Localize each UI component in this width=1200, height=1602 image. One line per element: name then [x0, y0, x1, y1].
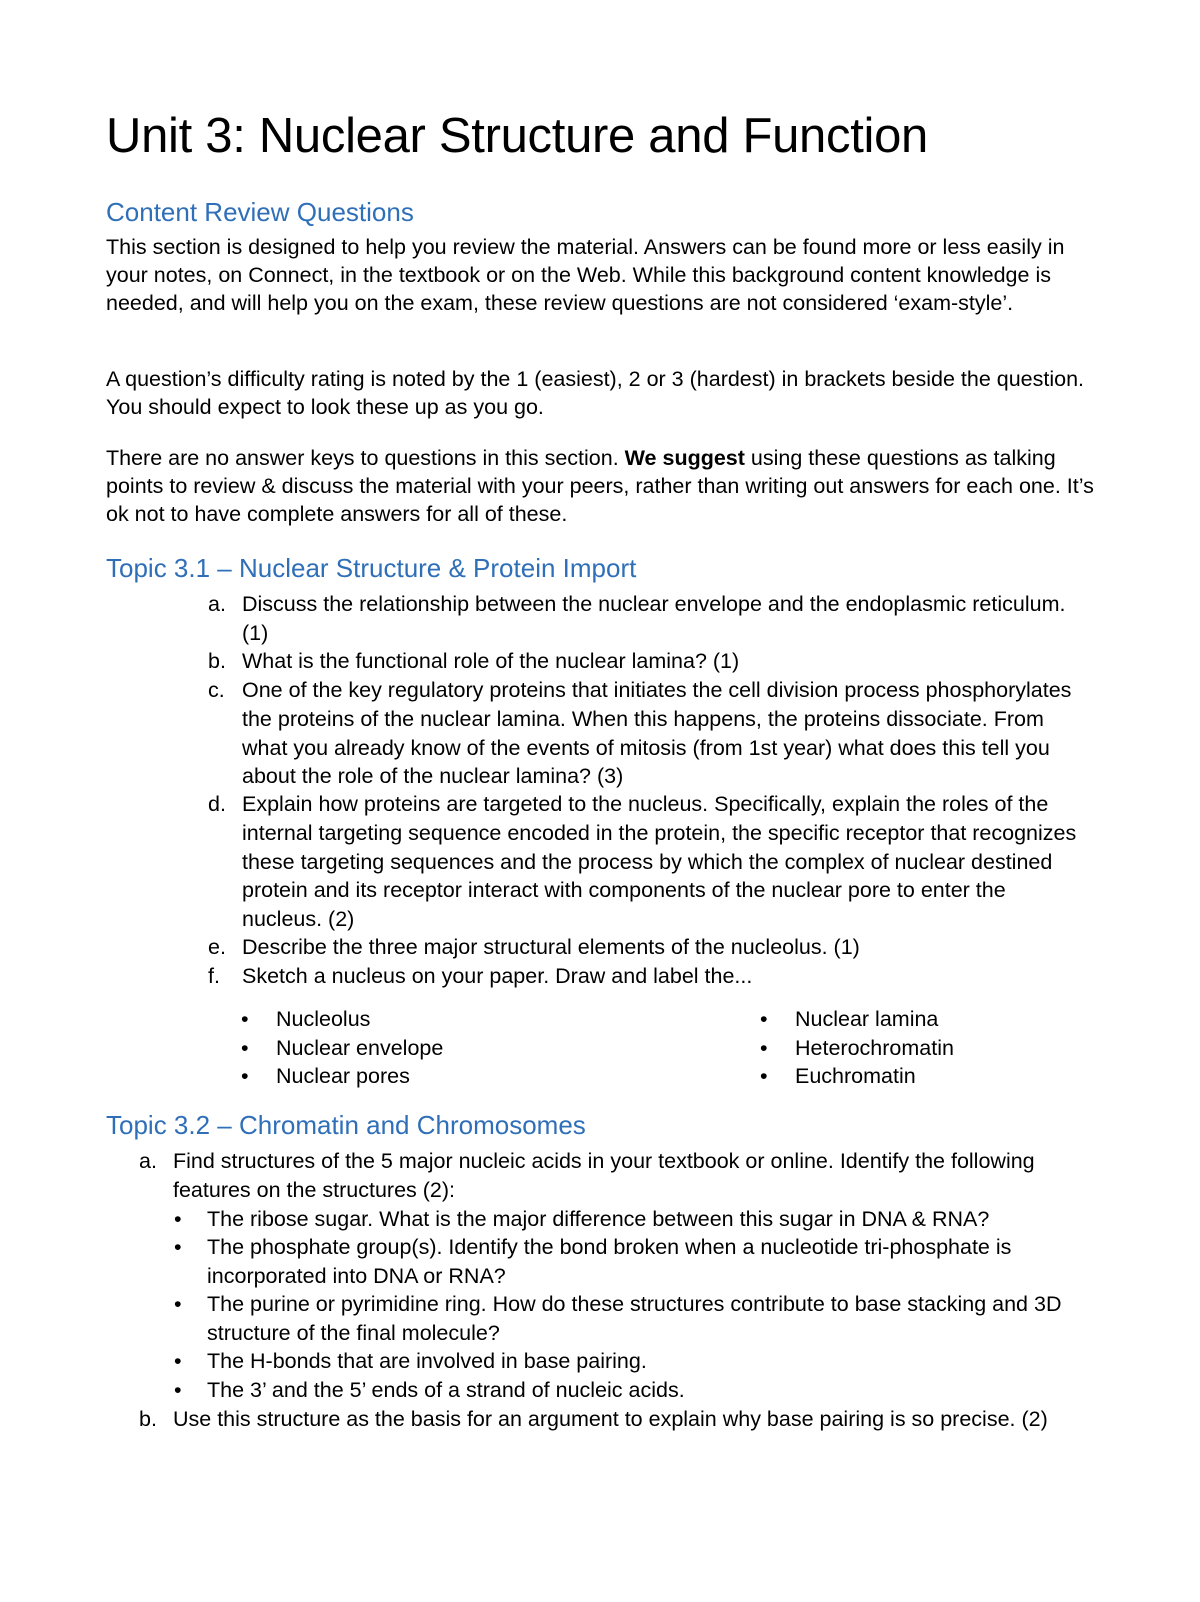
topic-3-1-heading: Topic 3.1 – Nuclear Structure & Protein Import: [106, 553, 637, 583]
topic1-item-e: [208, 933, 1078, 962]
structure-bullet-phosphate: [174, 1233, 1079, 1291]
bullet-text: The ribose sugar. What is the major difference between this sugar in DNA & RNA?: [207, 1207, 990, 1231]
topic2-item-b: [139, 1405, 1079, 1434]
we-suggest-bold: We suggest: [624, 446, 745, 470]
item-label: b.: [139, 1407, 157, 1431]
sketch-bullet-nuclear-lamina: [760, 1005, 1100, 1034]
bullet-dot: •: [760, 1036, 768, 1060]
bullet-text: Nuclear envelope: [276, 1036, 444, 1060]
bullet-dot: •: [174, 1235, 182, 1259]
difficulty-paragraph: A question’s difficulty rating is noted by the 1 (easiest), 2 or 3 (hardest) in brackets beside the question. You should expect to look these up as you go.: [106, 367, 1085, 419]
item-label: a.: [208, 592, 226, 616]
bullet-dot: •: [174, 1378, 182, 1402]
bullet-text: Nuclear lamina: [795, 1007, 939, 1031]
answer-keys-text-end: using these questions as talking points to review & discuss the material with your peers, rather than writing out answers for each one. It’s ok not to have complete answers for all of these.: [106, 446, 1094, 526]
item-text: Find structures of the 5 major nucleic acids in your textbook or online. Identify the following features on the structures (2):: [173, 1149, 1035, 1202]
sketch-bullet-euchromatin: [760, 1062, 1100, 1091]
bullet-text: Heterochromatin: [795, 1036, 954, 1060]
item-label: b.: [208, 649, 226, 673]
sketch-bullet-nuclear-envelope: [241, 1034, 691, 1063]
bullet-dot: •: [174, 1292, 182, 1316]
topic1-item-f: [208, 962, 1078, 991]
item-text: One of the key regulatory proteins that initiates the cell division process phosphorylates the proteins of the nuclear lamina. When this happens, the proteins dissociate. From what you already know of the events of mitosis (from 1st year) what does this tell you about the role of the nuclear lamina? (3): [242, 678, 1072, 789]
page-title: Unit 3: Nuclear Structure and Function: [106, 109, 929, 163]
item-text: Explain how proteins are targeted to the nucleus. Specifically, explain the roles of the internal targeting sequence encoded in the protein, the specific receptor that recognizes these targeting sequences and the process by which the complex of nuclear destined protein and its receptor interact with components of the nuclear pore to enter the nucleus. (2): [242, 792, 1077, 932]
topic1-item-a: [208, 590, 1078, 648]
topic1-item-d: [208, 790, 1078, 934]
item-label: e.: [208, 935, 226, 959]
bullet-text: The 3’ and the 5’ ends of a strand of nucleic acids.: [207, 1378, 685, 1402]
bullet-text: The H-bonds that are involved in base pairing.: [207, 1349, 647, 1373]
item-text: Describe the three major structural elements of the nucleolus. (1): [242, 935, 860, 959]
structure-bullet-ribose: [174, 1205, 1079, 1234]
item-text: Sketch a nucleus on your paper. Draw and label the...: [242, 964, 753, 988]
structure-bullet-purine: [174, 1290, 1079, 1348]
bullet-dot: •: [174, 1349, 182, 1373]
item-text: Discuss the relationship between the nuclear envelope and the endoplasmic reticulum. (1): [242, 592, 1066, 645]
bullet-dot: •: [760, 1064, 768, 1088]
topic-3-2-heading: Topic 3.2 – Chromatin and Chromosomes: [106, 1110, 586, 1140]
bullet-dot: •: [241, 1007, 249, 1031]
sketch-bullet-nucleolus: [241, 1005, 691, 1034]
structure-bullet-h-bonds: [174, 1347, 1079, 1376]
topic2-item-a: [139, 1147, 1079, 1205]
item-text: Use this structure as the basis for an argument to explain why base pairing is so precise. (2): [173, 1407, 1048, 1431]
topic1-item-b: [208, 647, 1078, 676]
item-label: c.: [208, 678, 225, 702]
bullet-text: The phosphate group(s). Identify the bond broken when a nucleotide tri-phosphate is incorporated into DNA or RNA?: [207, 1235, 1012, 1288]
bullet-text: Euchromatin: [795, 1064, 916, 1088]
intro-paragraph: This section is designed to help you review the material. Answers can be found more or less easily in your notes, on Connect, in the textbook or on the Web. While this background content knowledge is needed, and will help you on the exam, these review questions are not considered ‘exam-style’.: [106, 235, 1065, 315]
answer-keys-text-start: There are no answer keys to questions in this section.: [106, 446, 625, 470]
answer-keys-paragraph: [106, 445, 1096, 528]
bullet-dot: •: [241, 1064, 249, 1088]
item-label: d.: [208, 792, 226, 816]
structure-bullet-ends: [174, 1376, 1079, 1405]
bullet-text: The purine or pyrimidine ring. How do these structures contribute to base stacking and 3D structure of the final molecule?: [207, 1292, 1062, 1345]
item-text: What is the functional role of the nuclear lamina? (1): [242, 649, 740, 673]
bullet-text: Nuclear pores: [276, 1064, 410, 1088]
bullet-dot: •: [760, 1007, 768, 1031]
bullet-dot: •: [241, 1036, 249, 1060]
sketch-bullet-heterochromatin: [760, 1034, 1100, 1063]
item-label: f.: [208, 964, 220, 988]
bullet-text: Nucleolus: [276, 1007, 371, 1031]
sketch-bullet-nuclear-pores: [241, 1062, 691, 1091]
item-label: a.: [139, 1149, 157, 1173]
content-review-heading: Content Review Questions: [106, 197, 414, 227]
topic1-item-c: [208, 676, 1078, 791]
bullet-dot: •: [174, 1207, 182, 1231]
